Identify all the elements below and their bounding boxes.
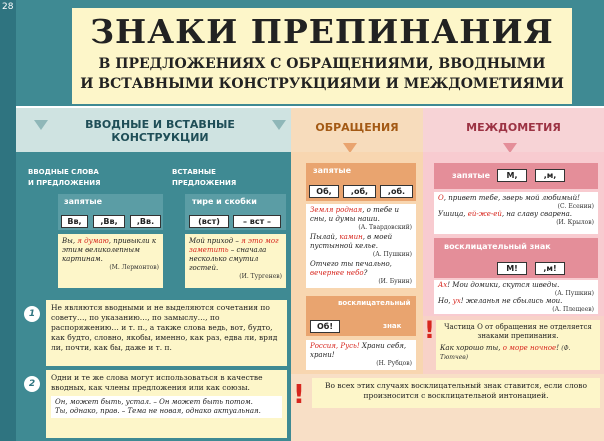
obr-examples — [306, 204, 416, 288]
ex-text: Как хорошо ты, — [440, 344, 503, 352]
ex-source: (А. Плещеев) — [552, 306, 594, 313]
ex-source: (М. Лермонтов) — [109, 264, 159, 271]
punct-m-2: ,м, — [535, 169, 565, 182]
ex-text: Ушица, — [438, 210, 468, 218]
section-header-obrashcheniya: ОБРАЩЕНИЯ — [315, 121, 399, 134]
ex-highlight: О — [438, 194, 444, 202]
ex-source: (И. Крылов) — [556, 219, 594, 226]
vvodnye-sub1-line1: ВВОДНЫЕ СЛОВА — [28, 168, 99, 176]
ex-text: ! желанья не сбылись мои. — [460, 297, 563, 305]
obr-excl-example — [306, 340, 416, 370]
rule-2-examples — [51, 396, 282, 418]
rule-4 — [312, 378, 600, 408]
punct-ob-2: ,об, — [343, 185, 376, 198]
punct-m-1: М, — [497, 169, 527, 182]
ex-text: , на славу сварена. — [501, 210, 573, 218]
mezh-excl-examples — [434, 280, 598, 314]
ex-text: – сначала несколько смутил гостей. — [189, 246, 267, 272]
punct-ob-4: Об! — [310, 320, 340, 333]
vvodnye-sub2-line2: ПРЕДЛОЖЕНИЯ — [172, 179, 237, 187]
ex-text: , привыкли к этим великолепным картинам. — [62, 237, 157, 263]
ex-source: (А. Пушкин) — [554, 290, 594, 297]
punct-m-4: ,м! — [535, 262, 565, 275]
ex-text: Но, — [438, 297, 453, 305]
ex-source: (Н. Рубцов) — [376, 360, 412, 367]
ex-highlight: Россия, Русь! — [310, 342, 360, 350]
vvodnye-example-1 — [58, 234, 163, 288]
ex-source: (А. Твардовский) — [358, 224, 412, 231]
vvodnye-label-commas: запятые — [64, 197, 103, 206]
section-header-mezhdometiya: МЕЖДОМЕТИЯ — [466, 121, 561, 134]
punct-vv-2: ,Вв, — [93, 215, 125, 228]
page-title: ЗНАКИ ПРЕПИНАНИЯ — [90, 12, 554, 51]
vvodnye-label-dash: тире и скобки — [192, 197, 257, 206]
rule-3 — [436, 320, 600, 370]
obr-label-excl-2: знак — [383, 322, 402, 330]
ex-text: ! Мои домики, скутся шведы. — [447, 281, 560, 289]
vvodnye-sub2-line1: ВСТАВНЫЕ — [172, 168, 216, 176]
ex-source: (И. Тургенев) — [239, 273, 282, 280]
mezh-examples — [434, 192, 598, 234]
ex-text: ? — [363, 269, 368, 277]
mezh-label-excl: восклицательный знак — [444, 242, 551, 251]
ex-highlight: ух — [452, 297, 461, 305]
punct-vst-2: – вст – — [233, 215, 281, 228]
ex-highlight: камин — [339, 233, 363, 241]
arrow-down-icon — [34, 120, 48, 130]
ex-highlight: Земля родная — [310, 206, 363, 214]
ex-highlight: ей-же-ей — [467, 210, 502, 218]
exclamation-icon: ! — [293, 380, 305, 410]
punct-vv-1: Вв, — [61, 215, 88, 228]
ex-text: Мой приход – — [189, 237, 242, 245]
ex-highlight: вечернее небо — [310, 269, 364, 277]
punct-vv-3: ,Вв. — [130, 215, 161, 228]
vvodnye-example-2 — [185, 234, 286, 288]
punct-ob-3: ,об. — [380, 185, 413, 198]
rule-2 — [46, 370, 287, 438]
ex-highlight: я это мог заметить — [189, 237, 279, 254]
ex-text: Вы, — [62, 237, 78, 245]
ex-text: , привет тебе, зверь мой любимый! — [443, 194, 580, 202]
section-header-vvodnye-2: КОНСТРУКЦИИ — [111, 131, 209, 144]
exclamation-icon: ! — [424, 316, 435, 344]
note-number-1: 1 — [24, 306, 40, 322]
ex-text: , о тебе и сны, и думы наши. — [310, 206, 400, 223]
rule-1 — [46, 300, 287, 366]
vvodnye-sub1-line2: И ПРЕДЛОЖЕНИЯ — [28, 179, 101, 187]
page-subtitle-1: В ПРЕДЛОЖЕНИЯХ С ОБРАЩЕНИЯМИ, ВВОДНЫМИ — [98, 56, 546, 72]
obr-label-excl-1: восклицательный — [338, 299, 411, 307]
note-number-2: 2 — [24, 376, 40, 392]
rule-2-example-1: Он, может быть, устал. – Он может быть потом. — [55, 398, 253, 406]
ex-text: Отчего ты печально, — [310, 260, 392, 268]
section-header-vvodnye-1: ВВОДНЫЕ И ВСТАВНЫЕ — [85, 118, 235, 131]
page-number: 28 — [2, 2, 14, 12]
rule-3-text: Частица О от обращения не отделяется знаками препинания. — [444, 323, 592, 340]
page-subtitle-2: И ВСТАВНЫМИ КОНСТРУКЦИЯМИ И МЕЖДОМЕТИЯМИ — [80, 76, 564, 92]
ex-source: (Ф. Тютчев) — [440, 345, 571, 361]
obr-label-commas: запятые — [313, 166, 352, 175]
ex-text: ! — [556, 344, 560, 352]
ex-highlight: я думаю — [77, 237, 109, 245]
left-border — [0, 0, 16, 441]
ex-highlight: Ах — [438, 281, 448, 289]
punct-ob-1: Об, — [309, 185, 339, 198]
ex-source: (А. Пушкин) — [372, 251, 412, 258]
ex-text: , в моей пустынной келье. — [310, 233, 393, 250]
punct-vst-1: (вст) — [189, 215, 229, 228]
ex-source: (И. Бунин) — [378, 278, 412, 285]
rule-2-example-2: Ты, однако, прав. – Тема не новая, однако актуальная. — [55, 407, 261, 415]
rule-1-text: Не являются вводными и не выделяются сочетания по совету…, по указанию…, по замыслу…, по распоряжению… и т. п., а также слова ведь, вот, будто, как будто, словно, якобы, именно, как раз, едва ли, вряд ли, почти, как бы, даже и т. п. — [51, 303, 278, 352]
mezh-label-commas: запятые — [452, 171, 491, 180]
arrow-down-icon — [272, 120, 286, 130]
ex-source: (С. Есенин) — [557, 203, 594, 210]
ex-text: Пылай, — [310, 233, 340, 241]
punct-m-3: М! — [497, 262, 527, 275]
ex-text: Храни себя, храни! — [310, 342, 407, 359]
rule-2-text: Одни и те же слова могут использоваться в качестве вводных, как члены предложения или как союзы. — [51, 373, 263, 392]
rule-4-text: Во всех этих случаях восклицательный знак ставится, если слово произносится с восклицательной интонацией. — [325, 381, 587, 400]
ex-highlight: о море ночное — [502, 344, 557, 352]
